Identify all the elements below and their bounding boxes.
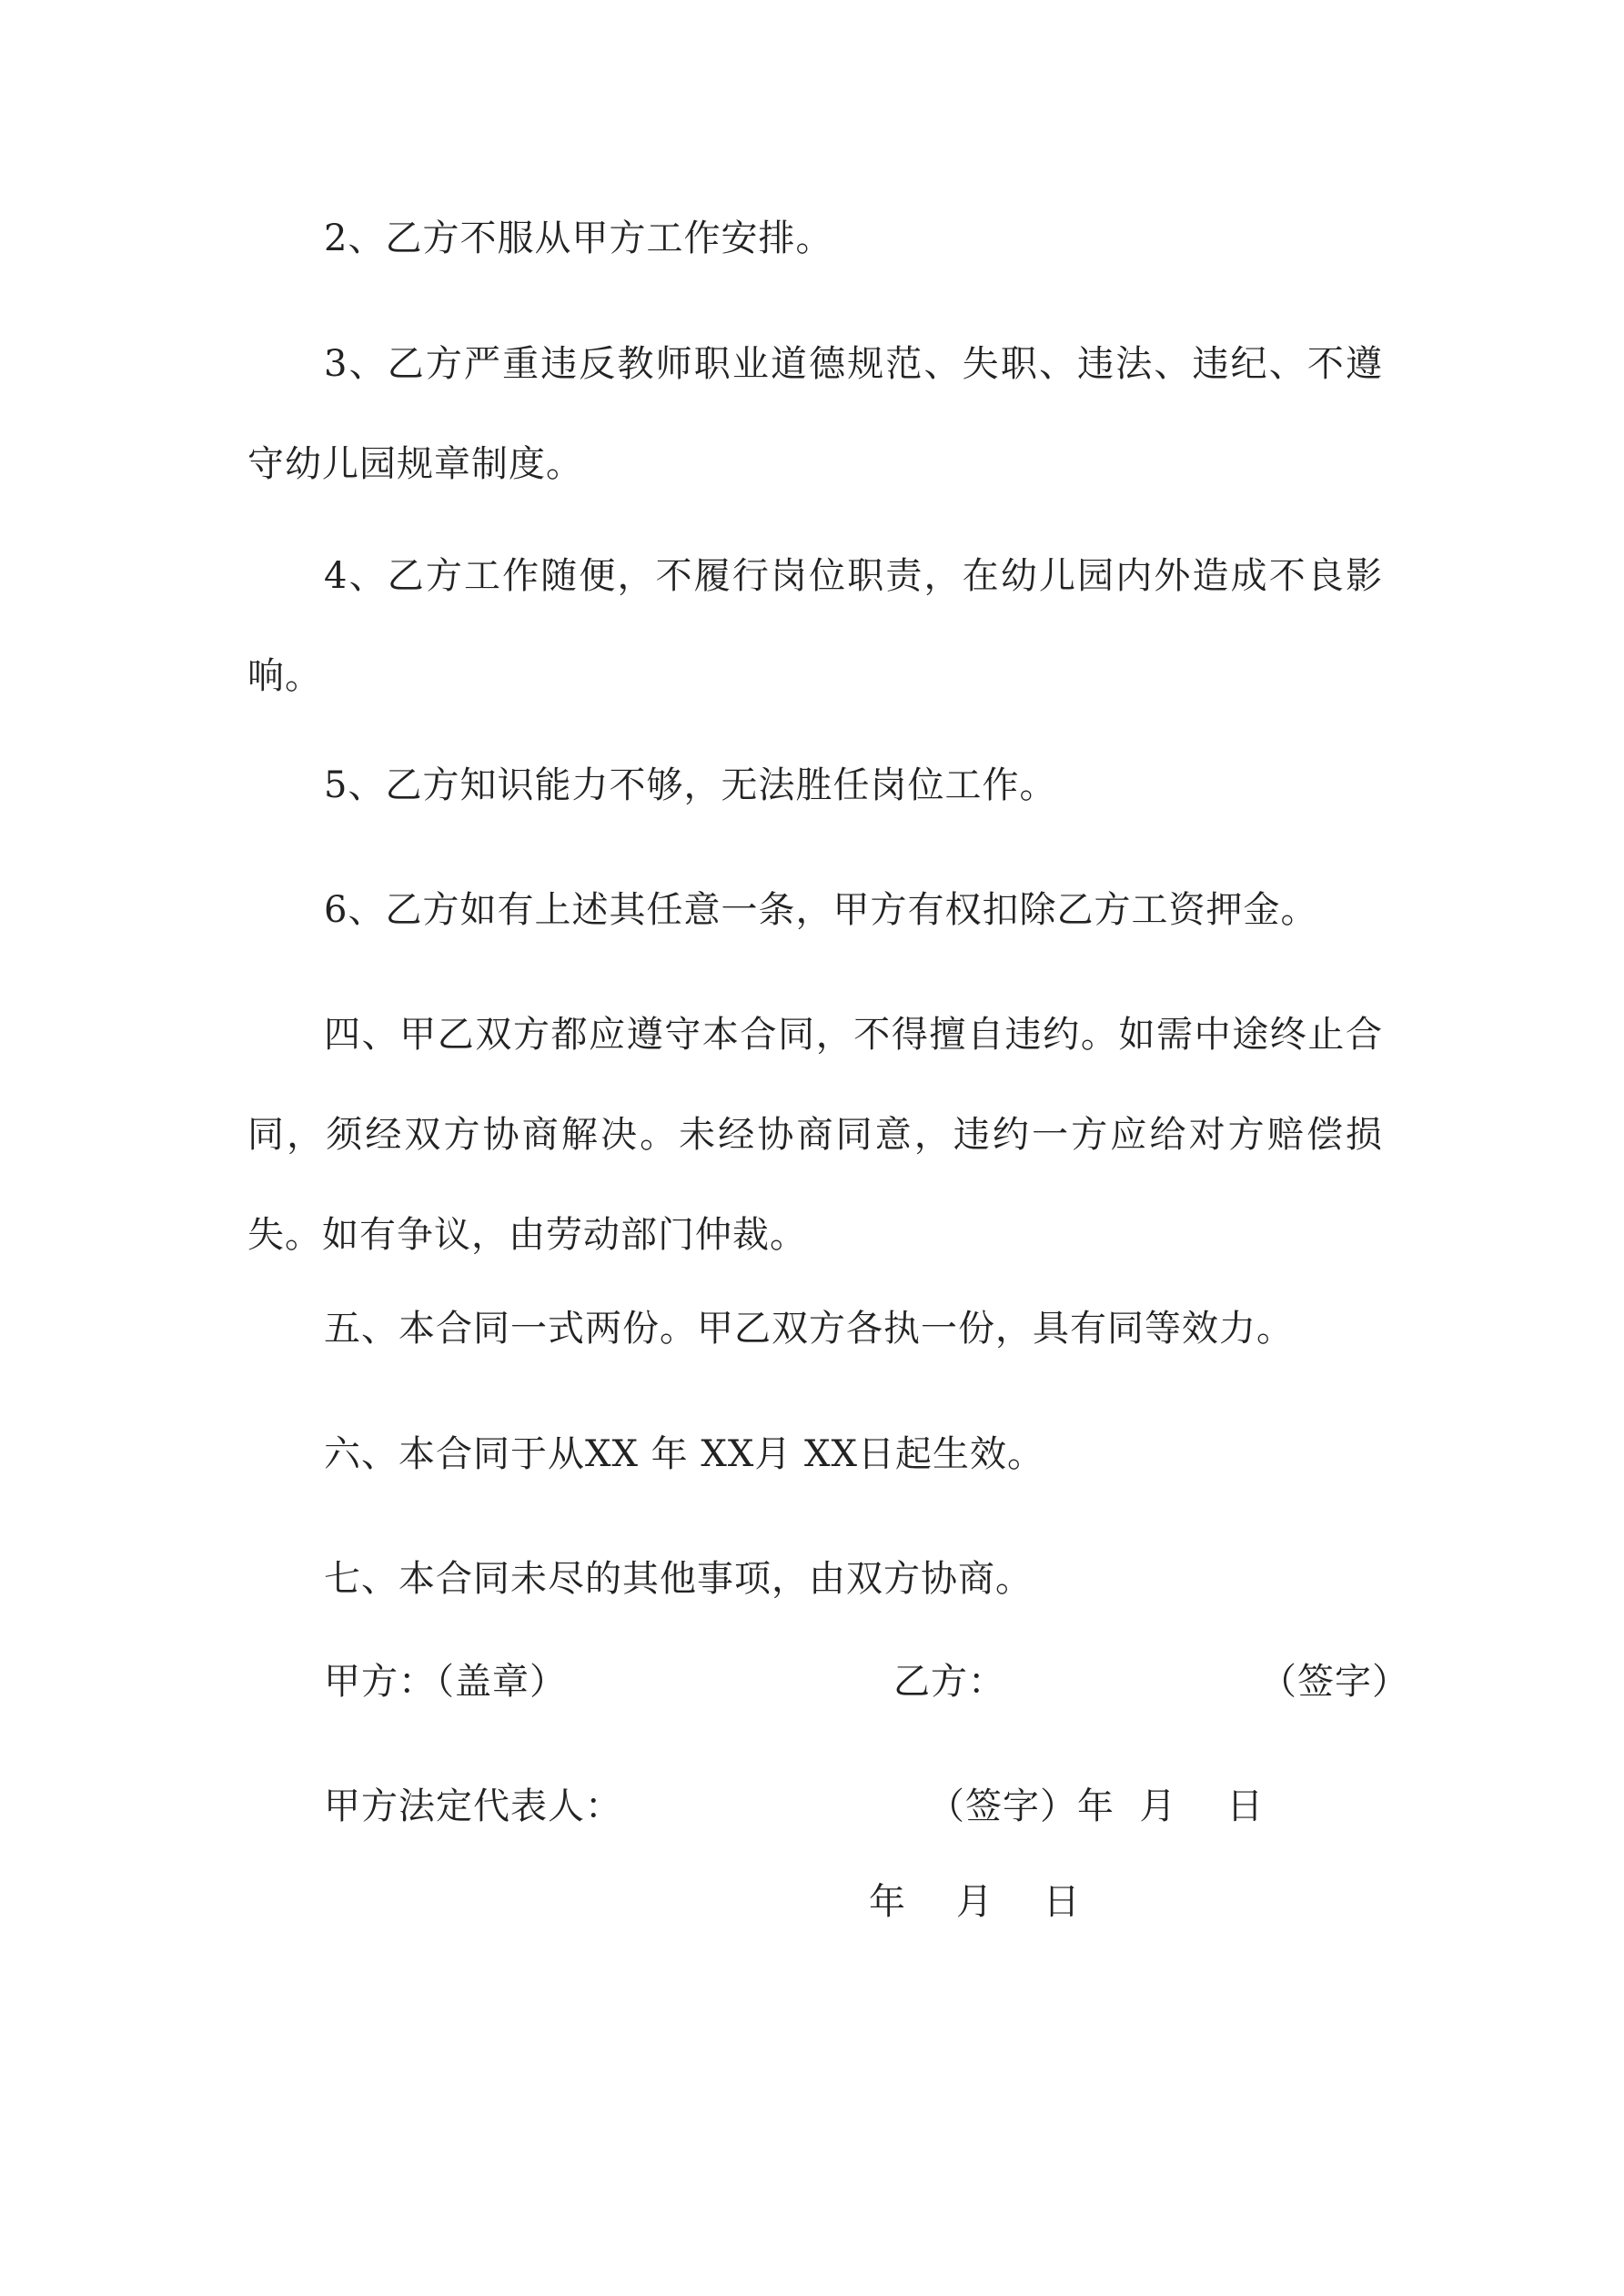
party-b-sign: （签字） — [1260, 1661, 1409, 1703]
rep-label: 甲方法定代表人： — [324, 1785, 622, 1827]
clause-five: 五、本合同一式两份。甲乙双方各执一份，具有同等效力。 — [324, 1308, 1294, 1350]
rep-sign-date: （签字）年 月 日 — [928, 1785, 1265, 1827]
party-b-label: 乙方： — [893, 1661, 1005, 1703]
clause-5: 5、乙方知识能力不够，无法胜任岗位工作。 — [324, 764, 1057, 806]
clause-six: 六、本合同于从XX 年 XX月 XX日起生效。 — [324, 1433, 1045, 1475]
party-a-label: 甲方：（盖章） — [324, 1661, 567, 1703]
clause-seven: 七、本合同未尽的其他事项，由双方协商。 — [324, 1558, 1033, 1600]
clause-4: 4、乙方工作随便，不履行岗位职责，在幼儿园内外造成不良影响。 — [247, 555, 1383, 697]
clause-four: 四、甲乙双方都应遵守本合同，不得擅自违约。如需中途终止合同，须经双方协商解决。未经协商同意，违约一方应给对方赔偿损失。如有争议，由劳动部门仲裁。 — [247, 1014, 1383, 1256]
clause-6: 6、乙方如有上述其任意一条，甲方有权扣除乙方工资押金。 — [324, 889, 1318, 931]
clause-2: 2、乙方不服从甲方工作安排。 — [324, 217, 833, 259]
date-line: 年 月 日 — [869, 1881, 1081, 1923]
clause-3: 3、乙方严重违反教师职业道德规范、失职、违法、违纪、不遵守幼儿园规章制度。 — [247, 343, 1383, 485]
